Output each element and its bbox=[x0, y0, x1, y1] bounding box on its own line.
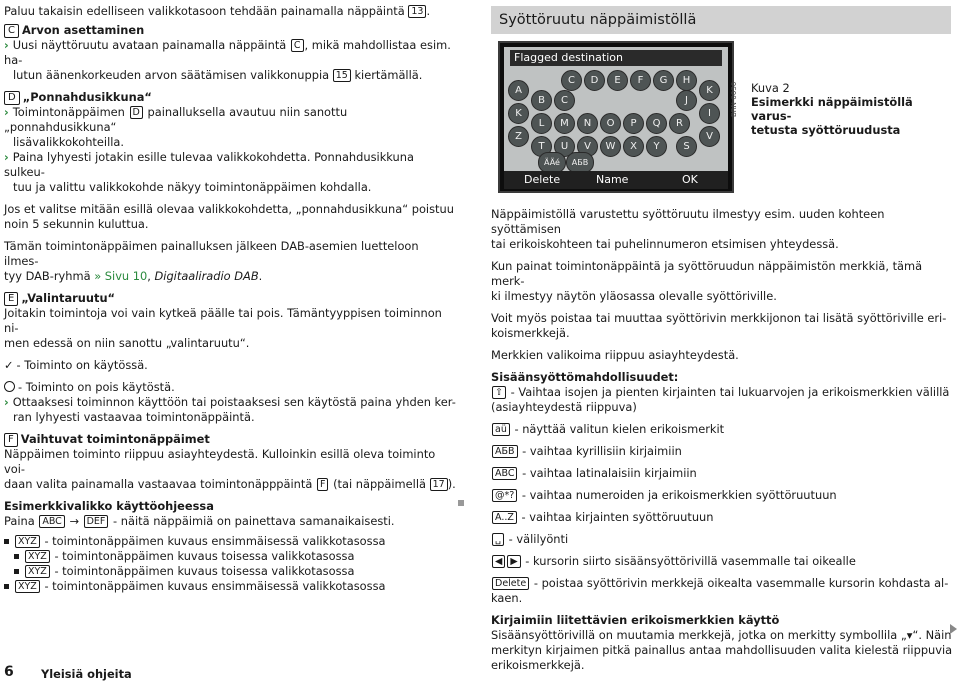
checkbox-on-text: ✓ - Toiminto on käytössä. bbox=[4, 358, 148, 372]
letter-key[interactable]: C bbox=[554, 90, 575, 111]
section-d-line2: lisävalikkokohteilla. bbox=[13, 135, 124, 149]
letter-key[interactable]: G bbox=[653, 70, 674, 91]
special-line-3: erikoismerkkejä. bbox=[491, 658, 585, 672]
special-chars-key[interactable]: ÄÄé bbox=[538, 152, 566, 173]
delete-button[interactable]: Delete bbox=[524, 173, 561, 186]
shift-line: ⇧ - Vaihtaa isojen ja pienten kirjainten tai lukuarvojen ja erikoismerkkien välillä bbox=[491, 385, 953, 400]
special-line-1: Sisäänsyöttörivillä on muutamia merkkejä, jotka on merkitty symbollila „▾“. Näin bbox=[491, 628, 952, 642]
bottom-bar bbox=[504, 171, 728, 189]
example-list bbox=[4, 534, 456, 594]
right-column bbox=[491, 6, 953, 673]
shift-arrow-icon: ⇧ bbox=[492, 386, 506, 399]
list-item: XYZ - toimintonäppäimen kuvaus ensimmäisessä valikkotasossa bbox=[4, 579, 456, 594]
list-item: XYZ - toimintonäppäimen kuvaus toisessa valikkotasossa bbox=[4, 549, 456, 564]
para-4: Merkkien valikoima riippuu asiayhteydestä. bbox=[491, 348, 739, 362]
key-d-badge: D bbox=[4, 91, 20, 105]
section-d-line1: › Toimintonäppäimen D painalluksella avautuu niin sanottu „ponnahdusikkuna“ bbox=[4, 105, 348, 134]
para-1: Näppäimistöllä varustettu syöttöruutu ilmestyy esim. uuden kohteen syöttämisen bbox=[491, 207, 885, 236]
input-options-heading: Sisäänsyöttömahdollisuudet: bbox=[491, 370, 679, 384]
letter-key[interactable]: N bbox=[577, 113, 598, 134]
arrow-icon: › bbox=[4, 38, 9, 52]
option-line: ␣ - välilyönti bbox=[491, 532, 953, 547]
page-link[interactable]: » Sivu 10 bbox=[94, 269, 148, 283]
key-f-badge: F bbox=[4, 433, 18, 447]
box-title: Syöttöruutu näppäimistöllä bbox=[491, 6, 951, 34]
section-name: Yleisiä ohjeita bbox=[41, 667, 132, 681]
para-2b: ki ilmestyy näytön yläosassa olevalle syöttöriville. bbox=[491, 289, 777, 303]
section-d-heading: D „Ponnahdusikkuna“ bbox=[4, 90, 456, 105]
square-bullet-icon bbox=[4, 539, 9, 544]
delete-line-2: kaen. bbox=[491, 591, 523, 605]
arrow-icon: › bbox=[4, 395, 9, 409]
next-page-icon bbox=[950, 624, 957, 634]
letter-key[interactable]: V bbox=[699, 126, 720, 147]
figure bbox=[491, 41, 953, 195]
checkbox-off-text: - Toiminto on pois käytöstä. bbox=[4, 380, 456, 395]
letter-key[interactable]: S bbox=[676, 136, 697, 157]
square-bullet-icon bbox=[14, 569, 19, 574]
section-f-line2: daan valita painamalla vastaavaa toimintonäpppäintä F (tai näppäimellä 17 ). bbox=[4, 477, 456, 491]
section-d-line4: tuu ja valittu valikkokohde näkyy toimintonäppäimen kohdalla. bbox=[13, 180, 372, 194]
section-e-line3: › Ottaaksesi toiminnon käyttöön tai poistaaksesi sen käytöstä paina yhden ker- bbox=[4, 395, 456, 409]
list-item: XYZ - toimintonäppäimen kuvaus ensimmäisessä valikkotasossa bbox=[4, 534, 456, 549]
cyrillic-key[interactable]: АБВ bbox=[566, 152, 594, 173]
name-button[interactable]: Name bbox=[596, 173, 629, 186]
section-c-line2: lutun äänenkorkeuden arvon säätämisen valikkonuppia 15 kiertämällä. bbox=[13, 68, 423, 82]
figure-code: BRN-0036 bbox=[730, 81, 738, 117]
cursor-line: ◀ ▶ - kursorin siirto sisäänsyöttörivillä vasemmalle tai oikealle bbox=[491, 554, 953, 569]
option-line: @*? - vaihtaa numeroiden ja erikoismerkkien syöttöruutuun bbox=[491, 488, 953, 503]
key-c-badge: C bbox=[4, 24, 19, 38]
page-number: 6 bbox=[4, 664, 14, 680]
intro-text: Paluu takaisin edelliseen valikkotasoon tehdään painamalla näppäintä 13 . bbox=[4, 4, 431, 18]
figure-caption: Kuva 2 Esimerkki näppäimistöllä varus- tetusta syöttöruudusta bbox=[751, 81, 913, 137]
option-line: aü - näyttää valitun kielen erikoismerkit bbox=[491, 422, 953, 437]
letter-key[interactable]: K bbox=[508, 103, 529, 124]
popup-timeout-text: Jos et valitse mitään esillä olevaa valikkokohdetta, „ponnahdusikkuna“ poistuu bbox=[4, 202, 454, 216]
empty-circle-icon bbox=[4, 381, 15, 392]
list-item: XYZ - toimintonäppäimen kuvaus toisessa valikkotasossa bbox=[4, 564, 456, 579]
key-13: 13 bbox=[408, 5, 426, 18]
square-bullet-icon bbox=[14, 554, 19, 559]
special-line-2: merkityn kirjaimen pitkä painallus antaa mahdollisuuden valita kielestä riippuvia bbox=[491, 643, 953, 657]
keyboard-screen bbox=[498, 41, 738, 193]
special-heading: Kirjaimiin liitettävien erikoismerkkien käyttö bbox=[491, 613, 780, 627]
letter-key[interactable]: T bbox=[531, 136, 552, 157]
arrow-icon: › bbox=[4, 150, 9, 164]
letter-key[interactable]: B bbox=[531, 90, 552, 111]
arrow-icon: › bbox=[4, 105, 9, 119]
popup-timeout-text-2: noin 5 sekunnin kuluttua. bbox=[4, 217, 149, 231]
square-bullet-icon bbox=[4, 584, 9, 589]
dab-text: Tämän toimintonäppäimen painalluksen jälkeen DAB-asemien luetteloon ilmes- bbox=[4, 239, 419, 268]
letter-key[interactable]: I bbox=[699, 103, 720, 124]
section-e-line4: ran lyhyesti vastaavaa toimintonäppäintä. bbox=[13, 410, 255, 424]
ok-button[interactable]: OK bbox=[682, 173, 698, 186]
section-e-line1: Joitakin toimintoja voi vain kytkeä päälle tai pois. Tämäntyyppisen toiminnon ni- bbox=[4, 306, 442, 335]
section-c-heading: C Arvon asettaminen bbox=[4, 23, 456, 38]
left-column bbox=[4, 4, 456, 594]
delete-line: Delete - poistaa syöttörivin merkkejä oikealta vasemmalle kursorin kohdasta al- bbox=[491, 576, 953, 591]
end-marker bbox=[458, 500, 464, 506]
section-f-line1: Näppäimen toiminto riippuu asiayhteydestä. Kulloinkin esillä oleva toiminto voi- bbox=[4, 447, 436, 476]
para-3: Voit myös poistaa tai muuttaa syöttörivin merkkijonon tai lisätä syöttöriville eri- bbox=[491, 311, 947, 325]
section-f-heading: F Vaihtuvat toimintonäppäimet bbox=[4, 432, 456, 447]
input-line[interactable]: Flagged destination bbox=[510, 50, 722, 66]
letter-key[interactable]: K bbox=[699, 80, 720, 101]
letter-key[interactable]: Y bbox=[646, 136, 667, 157]
letter-key[interactable]: A bbox=[508, 80, 529, 101]
para-1b: tai erikoiskohteen tai puhelinnumeron etsimisen yhteydessä. bbox=[491, 237, 839, 251]
example-line: Paina ABC → DEF - näitä näppäimiä on painettava samanaikaisesti. bbox=[4, 514, 395, 528]
para-3b: koismerkkejä. bbox=[491, 326, 570, 340]
example-heading: Esimerkkivalikko käyttöohjeessa bbox=[4, 499, 214, 513]
section-e-line2: men edessä on niin sanottu „valintaruutu“. bbox=[4, 336, 250, 350]
key-e-badge: E bbox=[4, 292, 18, 306]
letter-key[interactable]: M bbox=[554, 113, 575, 134]
checkmark-icon: ✓ bbox=[4, 358, 14, 372]
right-arrow-icon: ▶ bbox=[507, 555, 520, 568]
section-e-heading: E „Valintaruutu“ bbox=[4, 291, 456, 306]
letter-key[interactable]: D bbox=[584, 70, 605, 91]
option-line: A..Z - vaihtaa kirjainten syöttöruutuun bbox=[491, 510, 953, 525]
option-line: ABC - vaihtaa latinalaisiin kirjaimiin bbox=[491, 466, 953, 481]
letter-key[interactable]: H bbox=[676, 70, 697, 91]
letter-key[interactable]: V bbox=[577, 136, 598, 157]
letter-key[interactable]: O bbox=[600, 113, 621, 134]
letter-key[interactable]: C bbox=[561, 70, 582, 91]
dab-text-2: tyy DAB-ryhmä » Sivu 10, Digitaaliradio DAB. bbox=[4, 269, 263, 283]
letter-key[interactable]: P bbox=[623, 113, 644, 134]
section-c-line1: › Uusi näyttöruutu avataan painamalla näppäintä C , mikä mahdollistaa esim. ha- bbox=[4, 38, 451, 67]
letter-key[interactable]: W bbox=[600, 136, 621, 157]
screen-inner bbox=[504, 47, 728, 189]
option-line: АБВ - vaihtaa kyrillisiin kirjaimiin bbox=[491, 444, 953, 459]
letter-key[interactable]: Q bbox=[646, 113, 667, 134]
letter-key[interactable]: Z bbox=[508, 126, 529, 147]
letter-key[interactable]: L bbox=[531, 113, 552, 134]
letter-key[interactable]: F bbox=[630, 70, 651, 91]
left-arrow-icon: ◀ bbox=[492, 555, 505, 568]
para-2: Kun painat toimintonäppäintä ja syöttöruudun näppäimistön merkkiä, tämä merk- bbox=[491, 259, 923, 288]
letter-key[interactable]: X bbox=[623, 136, 644, 157]
letter-key[interactable]: U bbox=[554, 136, 575, 157]
section-d-line3: › Paina lyhyesti jotakin esille tulevaa valikkokohdetta. Ponnahdusikkuna sulkeu- bbox=[4, 150, 414, 179]
letter-key[interactable]: J bbox=[676, 90, 697, 111]
shift-line-2: (asiayhteydestä riippuva) bbox=[491, 400, 637, 414]
letter-key[interactable]: R bbox=[669, 113, 690, 134]
letter-key[interactable]: E bbox=[607, 70, 628, 91]
